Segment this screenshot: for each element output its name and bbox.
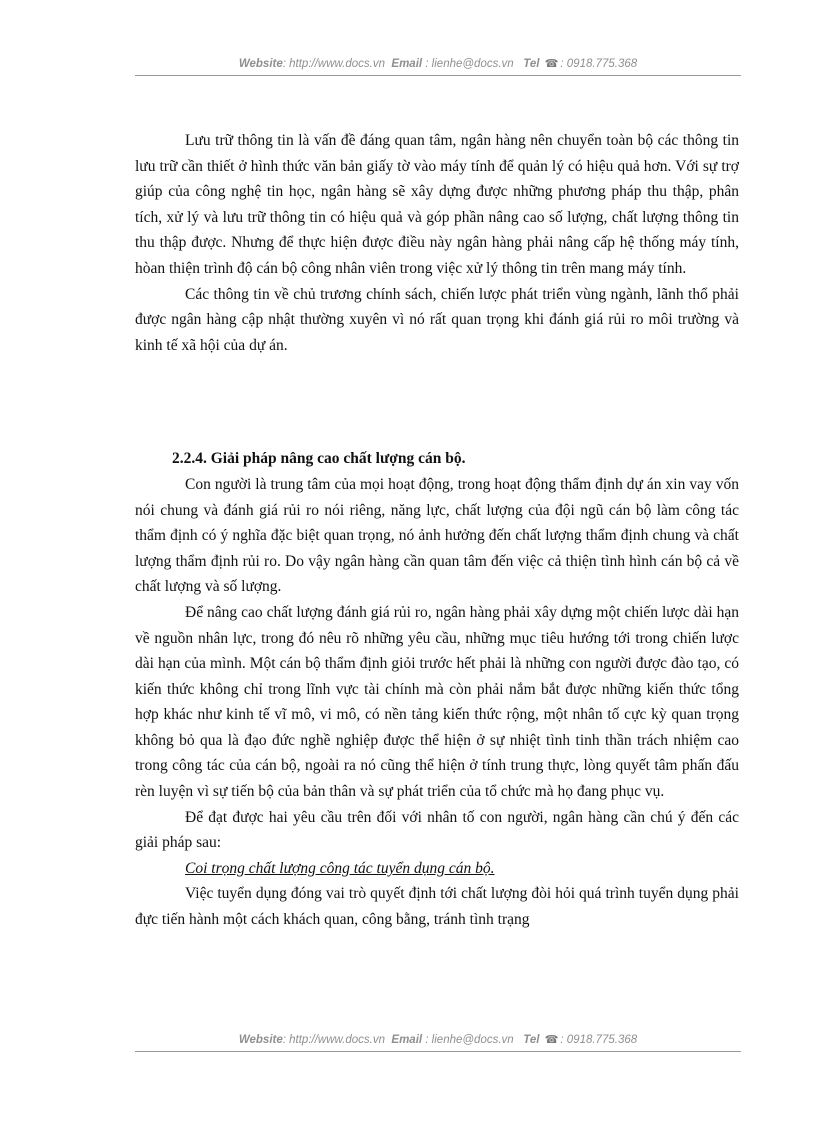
subheading-recruitment: Coi trọng chất lượng công tác tuyển dụng cán bộ. <box>185 859 495 877</box>
paragraph-recruitment: Việc tuyển dụng đóng vai trò quyết định tới chất lượng đòi hỏi quá trình tuyển dụng phải đực tiến hành một cách khách quan, công bằng, tránh tình trạng <box>135 885 739 929</box>
paragraph-strategy: Để nâng cao chất lượng đánh giá rủi ro, ngân hàng phải xây dựng một chiến lược dài hạn về nguồn nhân lực, trong đó nêu rõ những yêu cầu, những mục tiêu hướng tới trong chiến lược dài hạn của mình. Một cán bộ thẩm định giỏi trước hết phải là những con người được đào tạo, có kiến thức không chỉ trong lĩnh vực tài chính mà còn phải nắm bắt được những kiến thức tổng hợp khác như kinh tế vĩ mô, vi mô, có nền tảng kiến thức rộng, một nhân tố cực kỳ quan trọng không bỏ qua là đạo đức nghề nghiệp được thể hiện ở sự nhiệt tình tinh thần trách nhiệm cao trong công tác của cán bộ, ngoài ra nó cũng thể hiện ở tính trung thực, lòng quyết tâm phấn đấu rèn luyện vì sự tiến bộ của bản thân và sự phát triển của tổ chức mà họ đang phục vụ. <box>135 603 739 801</box>
footer-website-label: Website <box>238 1034 283 1046</box>
paragraph-solutions: Để đạt được hai yêu cầu trên đối với nhân tố con người, ngân hàng cần chú ý đến các giải pháp sau: <box>135 808 739 852</box>
header-website-label: Website <box>238 58 283 70</box>
header-email-value[interactable]: : lienhe@docs.vn <box>425 58 514 70</box>
section-spacer <box>135 358 739 446</box>
footer-divider <box>135 1051 741 1052</box>
header-website-value[interactable]: : http://www.docs.vn <box>282 58 386 70</box>
paragraph-policy: Các thông tin về chủ trương chính sách, chiến lược phát triển vùng ngành, lãnh thổ phải được ngân hàng cập nhật thường xuyên vì nó rất quan trọng khi đánh giá rủi ro môi trường và kinh tế xã hội của dự án. <box>135 285 739 354</box>
page-body <box>135 128 739 933</box>
phone-icon: ☎ <box>544 58 559 70</box>
section-heading: 2.2.4. Giải pháp nâng cao chất lượng cán bộ. <box>172 450 466 468</box>
paragraph-people: Con người là trung tâm của mọi hoạt động, trong hoạt động thẩm định dự án xin vay vốn nói chung và đánh giá rủi ro nói riêng, năng lực, chất lượng của đội ngũ cán bộ làm công tác thẩm định có ý nghĩa đặc biệt quan trọng, nó ảnh hưởng đến chất lượng thẩm định chung và chất lượng thẩm định rủi ro. Do vậy ngân hàng cần quan tâm đến việc cả thiện tình hình cán bộ cả về chất lượng và số lượng. <box>135 475 739 596</box>
footer-tel-label: Tel <box>523 1034 540 1046</box>
header-tel-value: : 0918.775.368 <box>560 58 638 70</box>
phone-icon: ☎ <box>544 1034 559 1046</box>
paragraph-storage: Lưu trữ thông tin là vấn đề đáng quan tâm, ngân hàng nên chuyển toàn bộ các thông tin lưu trữ cần thiết ở hình thức văn bản giấy tờ vào máy tính để quản lý có hiệu quả hơn. Với sự trợ giúp của công nghệ tin học, ngân hàng sẽ xây dựng được những phương pháp thu thập, phân tích, xử lý và lưu trữ thông tin có hiệu quả và góp phần nâng cao số lượng, chất lượng thông tin thu thập được. Nhưng để thực hiện được điều này ngân hàng phải nâng cấp hệ thống máy tính, hòan thiện trình độ cán bộ công nhân viên trong việc xử lý thông tin trên mang máy tính. <box>135 132 739 277</box>
page-footer <box>135 1033 741 1046</box>
header-email-label: Email <box>391 58 423 70</box>
footer-website-value[interactable]: : http://www.docs.vn <box>282 1034 386 1046</box>
footer-email-label: Email <box>391 1034 423 1046</box>
header-divider <box>135 75 741 76</box>
page-header <box>135 57 741 70</box>
footer-email-value[interactable]: : lienhe@docs.vn <box>425 1034 514 1046</box>
header-tel-label: Tel <box>523 58 540 70</box>
footer-tel-value: : 0918.775.368 <box>560 1034 638 1046</box>
